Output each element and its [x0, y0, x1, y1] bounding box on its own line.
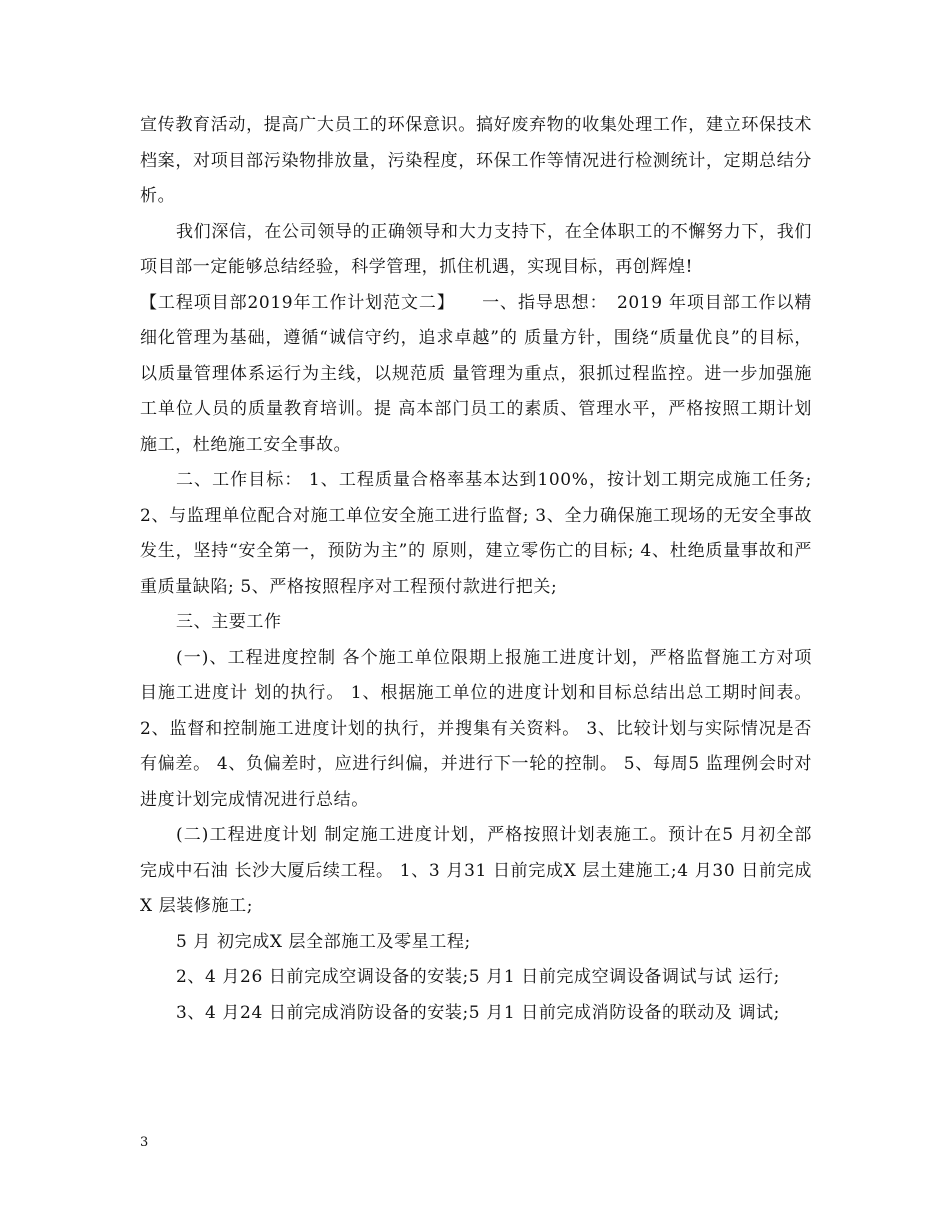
paragraph-environmental-education: 宣传教育活动，提高广大员工的环保意识。搞好废弃物的收集处理工作，建立环保技术档案，对项目部污染物排放量，污染程度，环保工作等情况进行检测统计，定期总结分析。	[140, 115, 812, 206]
paragraph-hvac-installation: 2、4 月26 日前完成空调设备的安装;5 月1 日前完成空调设备调试与试 运行;	[176, 967, 780, 987]
section-heading-main-work: 三、主要工作	[176, 612, 282, 632]
paragraph-progress-plan: (二)工程进度计划 制定施工进度计划，严格按照计划表施工。预计在5 月初全部完成中石油 长沙大厦后续工程。 1、3 月31 日前完成X 层土建施工;4 月30 日前完成X 层装修施工;	[140, 825, 812, 916]
page-number: 3	[140, 1135, 149, 1150]
paragraph-may-completion: 5 月 初完成X 层全部施工及零星工程;	[176, 931, 471, 952]
paragraph-fire-equipment: 3、4 月24 日前完成消防设备的安装;5 月1 日前完成消防设备的联动及 调试;	[176, 1002, 780, 1023]
paragraph-progress-control: (一)、工程进度控制 各个施工单位限期上报施工进度计划，严格监督施工方对项目施工进度计 划的执行。 1、根据施工单位的进度计划和目标总结出总工期时间表。 2、监督和控制施工进度计划的执行，并搜集有关资料。 3、比较计划与实际情况是否有偏差。 4、负偏差时，应进行纠偏，并进行下一轮的控制。 5、每周5 监理例会时对进度计划完成情况进行总结。	[140, 647, 812, 810]
paragraph-guiding-ideology: 【工程项目部2019年工作计划范文二】 一、指导思想： 2019 年项目部工作以精细化管理为基础，遵循“诚信守约，追求卓越”的 质量方针，围绕“质量优良”的目标，以质量管理体系运行为主线，以规范质 量管理为重点，狠抓过程监控。进一步加强施工单位人员的质量教育培训。提 高本部门员工的素质、管理水平，严格按照工期计划施工，杜绝施工安全事故。	[140, 292, 812, 455]
paragraph-work-goals: 二、工作目标： 1、工程质量合格率基本达到100%，按计划工期完成施工任务; 2、与监理单位配合对施工单位安全施工进行监督; 3、全力确保施工现场的无安全事故发生，坚持“安全第一，预防为主”的 原则，建立零伤亡的目标; 4、杜绝质量事故和严重质量缺陷; 5、严格按照程序对工程预付款进行把关;	[140, 470, 812, 597]
paragraph-confidence-statement: 我们深信，在公司领导的正确领导和大力支持下，在全体职工的不懈努力下，我们项目部一定能够总结经验，科学管理，抓住机遇，实现目标，再创辉煌!	[140, 221, 812, 277]
document-body	[140, 108, 812, 1031]
